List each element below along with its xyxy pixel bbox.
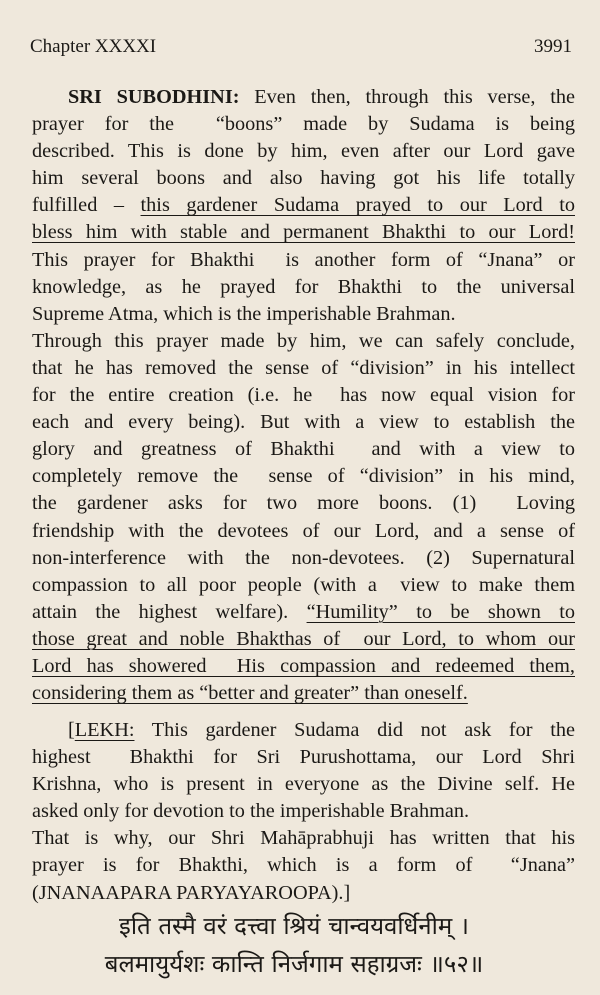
text-segment: each and every being). But with a view to establish the	[32, 411, 575, 434]
text-line	[32, 436, 575, 463]
text-segment: fulfilled –	[32, 194, 141, 217]
text-line	[32, 717, 575, 744]
text-line	[32, 680, 575, 707]
text-line	[32, 572, 575, 599]
page-number: 3991	[534, 36, 572, 57]
text-line	[32, 771, 575, 798]
text-line	[32, 798, 575, 825]
text-line	[32, 192, 575, 219]
text-line	[32, 626, 575, 653]
text-line	[32, 84, 575, 111]
text-segment: (JNANAAPARA PARYAYAROOPA).]	[32, 881, 351, 904]
text-segment: compassion to all poor people (with a view to make them	[32, 573, 575, 596]
text-segment: him several boons and also having got his life totally	[32, 167, 575, 190]
sanskrit-verse-line-1: इति तस्मै वरं दत्त्वा श्रियं चान्वयवर्धिनीम् ।	[119, 912, 469, 940]
text-segment: This prayer for Bhakthi is another form of “Jnana” or	[32, 248, 575, 271]
underlined-text: bless him with stable and permanent Bhakthi to our Lord!	[32, 221, 575, 244]
text-line	[32, 328, 575, 355]
text-segment: prayer for the “boons” made by Sudama is being	[32, 113, 575, 136]
text-line	[32, 355, 575, 382]
text-segment: highest Bhakthi for Sri Purushottama, our Lord Shri	[32, 746, 575, 769]
text-segment: for the entire creation (i.e. he has now equal vision for	[32, 384, 575, 407]
lekh-paragraph	[32, 717, 575, 907]
text-line	[32, 247, 575, 274]
text-line	[32, 599, 575, 626]
text-segment: asked only for devotion to the imperishable Brahman.	[32, 800, 470, 823]
text-segment: Krishna, who is present in everyone as the Divine self. He	[32, 773, 575, 796]
text-segment: Through this prayer made by him, we can safely conclude,	[32, 329, 575, 352]
text-line	[32, 382, 575, 409]
underlined-text: LEKH:	[74, 719, 135, 741]
text-segment: completely remove the sense of “division” in his mind,	[32, 465, 575, 488]
text-segment: glory and greatness of Bhakthi and with a view to	[32, 438, 575, 461]
text-segment: knowledge, as he prayed for Bhakthi to the universal	[32, 275, 575, 298]
text-line	[32, 138, 575, 165]
text-segment: Supreme Atma, which is the imperishable Brahman.	[32, 302, 456, 325]
underlined-text: considering them as “better and greater” than oneself.	[32, 682, 468, 705]
page-header	[30, 36, 572, 58]
underlined-text: those great and noble Bhakthas of our Lord, to whom our	[32, 627, 575, 650]
text-line	[32, 409, 575, 436]
text-line	[32, 744, 575, 771]
text-line	[32, 490, 575, 517]
text-line	[32, 545, 575, 572]
text-line	[32, 301, 575, 328]
text-segment: friendship with the devotees of our Lord, and a sense of	[32, 519, 575, 542]
text-line	[32, 219, 575, 246]
chapter-title: Chapter XXXXI	[30, 36, 157, 57]
text-segment: described. This is done by him, even after our Lord gave	[32, 140, 575, 163]
text-line	[32, 463, 575, 490]
text-segment: [	[68, 719, 75, 741]
text-line	[32, 111, 575, 138]
text-line	[32, 880, 575, 907]
section-label: SRI SUBODHINI:	[68, 86, 240, 108]
text-line	[32, 165, 575, 192]
text-line	[32, 852, 575, 879]
subodhini-paragraph	[32, 84, 575, 707]
text-segment: prayer is for Bhakthi, which is a form of “Jnana”	[32, 854, 575, 877]
text-line	[32, 274, 575, 301]
sanskrit-verse-line-2: बलमायुर्यशः कान्ति निर्जगाम सहाग्रजः ॥५२॥	[104, 950, 484, 978]
text-segment: That is why, our Shri Mahāprabhuji has written that his	[32, 827, 575, 850]
underlined-text: Lord has showered His compassion and redeemed them,	[32, 654, 575, 677]
text-line	[32, 825, 575, 852]
text-segment: that he has removed the sense of “division” in his intellect	[32, 356, 575, 379]
underlined-text: this gardener Sudama prayed to our Lord to	[140, 194, 575, 217]
text-line	[32, 653, 575, 680]
text-segment: attain the highest welfare).	[32, 600, 307, 623]
text-segment: the gardener asks for two more boons. (1) Loving	[32, 492, 575, 515]
text-line	[32, 518, 575, 545]
text-segment: Even then, through this verse, the	[239, 86, 575, 108]
text-segment: This gardener Sudama did not ask for the	[134, 719, 575, 741]
underlined-text: “Humility” to be shown to	[306, 600, 575, 623]
text-segment: non-interference with the non-devotees. (2) Supernatural	[32, 546, 575, 569]
